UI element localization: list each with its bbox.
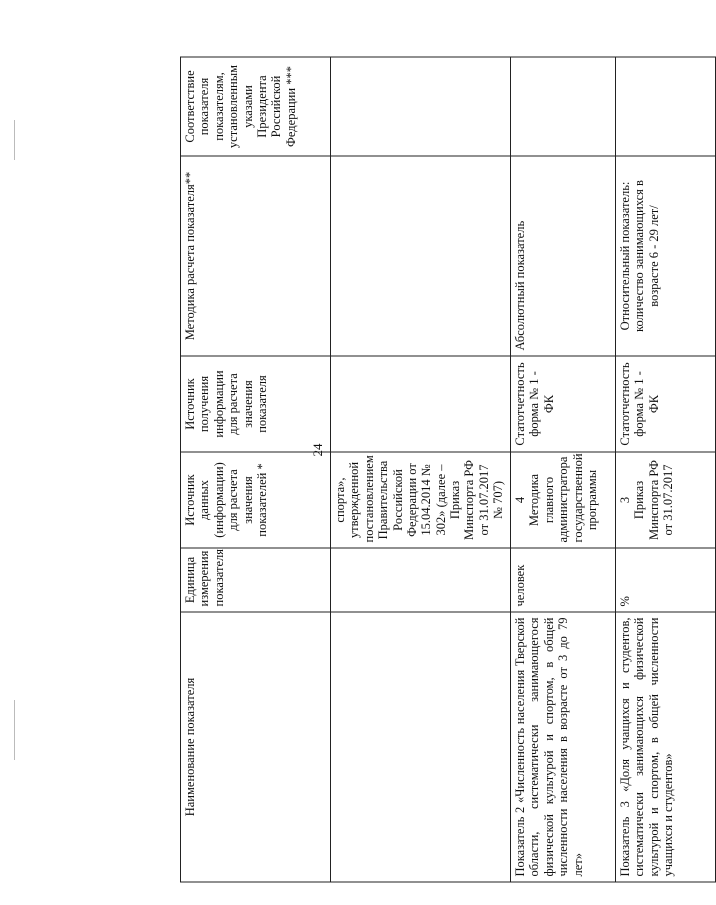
rotated-table-frame [180,58,676,883]
header-data-source: Источник данных (информации) для расчета значения показателей * [181,452,331,548]
cell-data-source [616,452,716,548]
scan-artifact [14,700,15,760]
header-method: Методика расчета показателя** [181,156,331,356]
cell-method [331,156,511,356]
cell-info-source: Статотчетность форма № 1 - ФК [511,356,616,452]
indicators-table [180,57,716,883]
header-info-source: Источник получения информации для расчета значения показателя [181,356,331,452]
data-source-text: Приказ Минспорта РФ от 31.07.2017 [632,460,676,540]
table-row [511,57,616,882]
table-header-row [181,57,331,882]
cell-compliance [331,57,511,156]
cell-data-source [511,452,616,548]
cell-name: Показатель 3 «Доля учащихся и студентов, систематически занимающихся физической культурой и спортом, в общей численности учащихся и студентов» [616,612,716,882]
table-row [331,57,511,882]
scan-artifact [14,120,15,160]
cell-info-source: Статотчетность форма № 1 - ФК [616,356,716,452]
cell-unit [331,548,511,612]
cell-data-source: спорта», утвержденной постановлением Правительства Российской Федерации от 15.04.2014 № 302» (далее – Приказ Минспорта РФ от 31.07.2017 № 707) [331,452,511,548]
cell-compliance [616,57,716,156]
cell-info-source [331,356,511,452]
data-source-number: 3 [618,496,632,504]
table-row [616,57,716,882]
header-name: Наименование показателя [181,612,331,882]
cell-unit: % [616,548,716,612]
data-source-number: 4 [513,496,527,504]
cell-method: Абсолютный показатель [511,156,616,356]
header-unit: Единица измерения показателя [181,548,331,612]
data-source-text: Методика главного администратора государственной программы [527,453,599,543]
page-number: 24 [310,443,325,457]
cell-name: Показатель 2 «Численность населения Тверской области, систематически занимающегося физической культурой и спортом, в общей численности населения в возрасте от 3 до 79 лет» [511,612,616,882]
header-compliance: Соответствие показателя показателям, установленным указами Президента Российской Федерации *** [181,57,331,156]
cell-unit: человек [511,548,616,612]
cell-name [331,612,511,882]
cell-compliance [511,57,616,156]
cell-method: Относительный показатель: количество занимающихся в возрасте 6 - 29 лет/ [616,156,716,356]
